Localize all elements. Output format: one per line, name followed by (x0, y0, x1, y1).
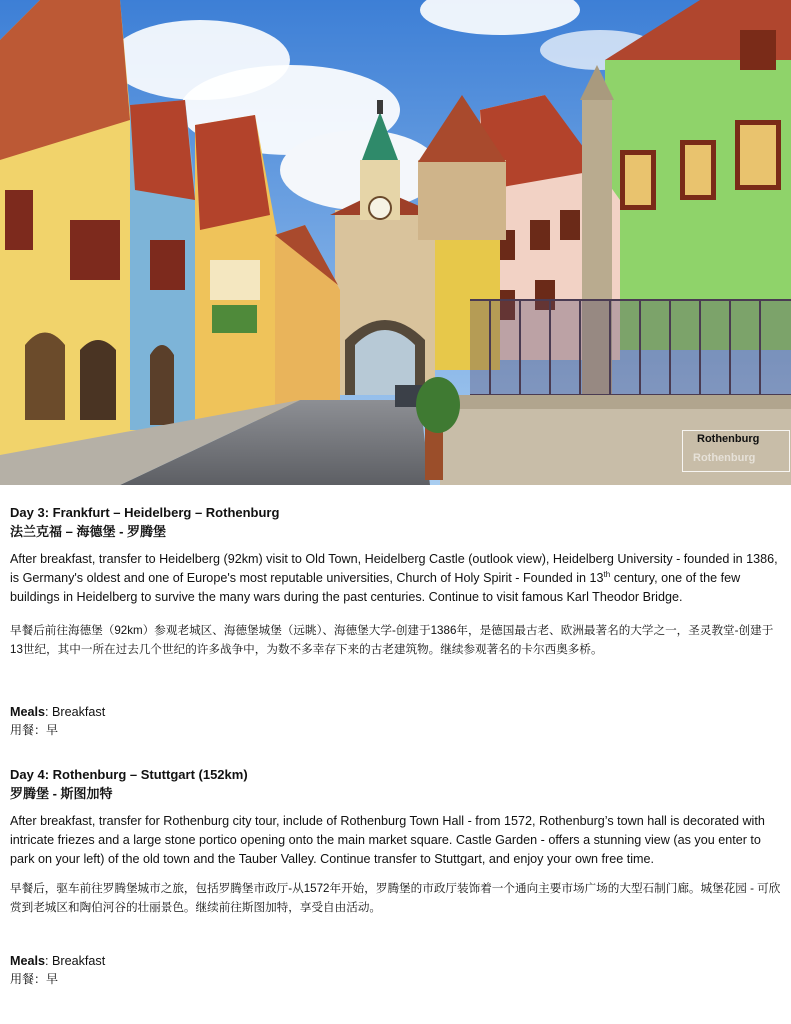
caption-shadow-label: Rothenburg (693, 452, 756, 464)
day4-section (10, 766, 782, 917)
day3-description (10, 550, 782, 607)
rothenburg-street-photo (0, 0, 791, 485)
day3-description-cn: 早餐后前往海德堡（92km）参观老城区、海德堡城堡（远眺）、海德堡大学-创建于1386年，是德国最古老、欧洲最著名的大学之一，圣灵教堂-创建于13世纪，其中一所在过去几个世纪的许多战争中，为数不多幸存下来的古老建筑物。继续参观著名的卡尔西奥多桥。 (10, 624, 774, 656)
day4-meals-value: : Breakfast (45, 954, 106, 968)
day3-section (10, 504, 782, 659)
day4-meals-label: Meals (10, 954, 46, 968)
day3-title-cn: 法兰克福 – 海德堡 - 罗腾堡 (10, 524, 167, 539)
photo-caption (682, 430, 790, 472)
day3-meals-label: Meals (10, 705, 46, 719)
day4-meals-cn: 用餐：早 (10, 972, 59, 986)
caption-label: Rothenburg (697, 433, 760, 445)
day3-desc-part2: century, one of the few buildings in Heidelberg to survive the many wars during the past centuries. Continue to visit famous Karl Theodor Bridge. (10, 571, 741, 604)
day4-description-cn: 早餐后，驱车前往罗腾堡城市之旅，包括罗腾堡市政厅-从1572年开始，罗腾堡的市政厅装饰着一个通向主要市场广场的大型石制门廊。城堡花园 - 可欣赏到老城区和陶伯河谷的壮丽景色。继续前往斯图加特，享受自由活动。 (10, 882, 781, 914)
day4-meals (10, 952, 782, 970)
day3-meals-value: : Breakfast (45, 705, 106, 719)
day3-meals-cn: 用餐：早 (10, 723, 59, 737)
day3-desc-part1: After breakfast, transfer to Heidelberg (92km) visit to Old Town, Heidelberg Castle (outlook view), Heidelberg University - founded in 1386, is Germany's oldest and one of Europe's most reputable universities, Church of Holy Spirit - Founded in 13 (10, 552, 778, 585)
day3-meals (10, 703, 782, 721)
day4-description: After breakfast, transfer for Rothenburg city tour, include of Rothenburg Town Hall - from 1572, Rothenburg’s town hall is decorated with intricate friezes and a large stone portico opening onto the main market square. Castle Garden - offers a stunning view (as you enter to park on your left) of the old town and the Tauber Valley. Continue transfer to Stuttgart, and enjoy your own free time. (10, 814, 765, 866)
day4-title-cn: 罗腾堡 - 斯图加特 (10, 786, 113, 801)
day4-title: Day 4: Rothenburg – Stuttgart (152km) (10, 767, 248, 782)
day3-title: Day 3: Frankfurt – Heidelberg – Rothenburg (10, 505, 280, 520)
day3-desc-sup: th (603, 569, 611, 579)
